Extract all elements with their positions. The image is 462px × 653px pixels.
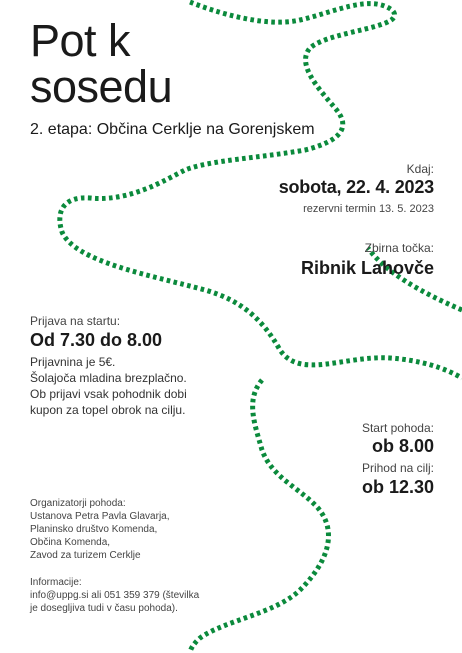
trail-path-bottom xyxy=(190,380,328,653)
registration-info-line: kupon za topel obrok na cilju. xyxy=(30,403,186,417)
title-line: sosedu xyxy=(30,61,173,112)
registration-info-line: Šolajoča mladina brezplačno. xyxy=(30,371,187,385)
start-time: ob 8.00 xyxy=(371,436,434,456)
organizers-block xyxy=(30,497,170,562)
registration-label: Prijava na startu: xyxy=(30,314,121,328)
when-label: Kdaj: xyxy=(406,162,434,176)
information-line: info@uppg.si ali 051 359 379 (številka xyxy=(30,590,200,601)
title-line: Pot k xyxy=(30,15,131,66)
poster-title xyxy=(30,15,173,112)
poster-subtitle: 2. etapa: Občina Cerklje na Gorenjskem xyxy=(30,121,315,138)
registration-info xyxy=(30,354,220,418)
registration-info-line: Ob prijavi vsak pohodnik dobi xyxy=(30,387,187,401)
organizers-line: Planinsko društvo Komenda, xyxy=(30,524,158,535)
meeting-point-label: Zbirna točka: xyxy=(364,241,434,255)
information-line: je dosegljiva tudi v času pohoda). xyxy=(30,603,178,614)
information-line: Informacije: xyxy=(30,577,82,588)
arrival-time: ob 12.30 xyxy=(361,477,434,497)
organizers-line: Ustanova Petra Pavla Glavarja, xyxy=(30,511,170,522)
registration-info-line: Prijavnina je 5€. xyxy=(30,355,116,369)
organizers-line: Občina Komenda, xyxy=(30,537,111,548)
start-label: Start pohoda: xyxy=(361,421,434,435)
meeting-point-place: Ribnik Lahovče xyxy=(300,258,434,278)
reserve-date: rezervni termin 13. 5. 2023 xyxy=(303,203,434,215)
organizers-line: Zavod za turizem Cerklje xyxy=(30,550,141,561)
arrival-label: Prihod na cilj: xyxy=(361,461,434,475)
registration-time: Od 7.30 do 8.00 xyxy=(30,330,163,350)
organizers-line: Organizatorji pohoda: xyxy=(30,498,126,509)
event-date: sobota, 22. 4. 2023 xyxy=(278,177,434,197)
information-block xyxy=(30,576,199,615)
